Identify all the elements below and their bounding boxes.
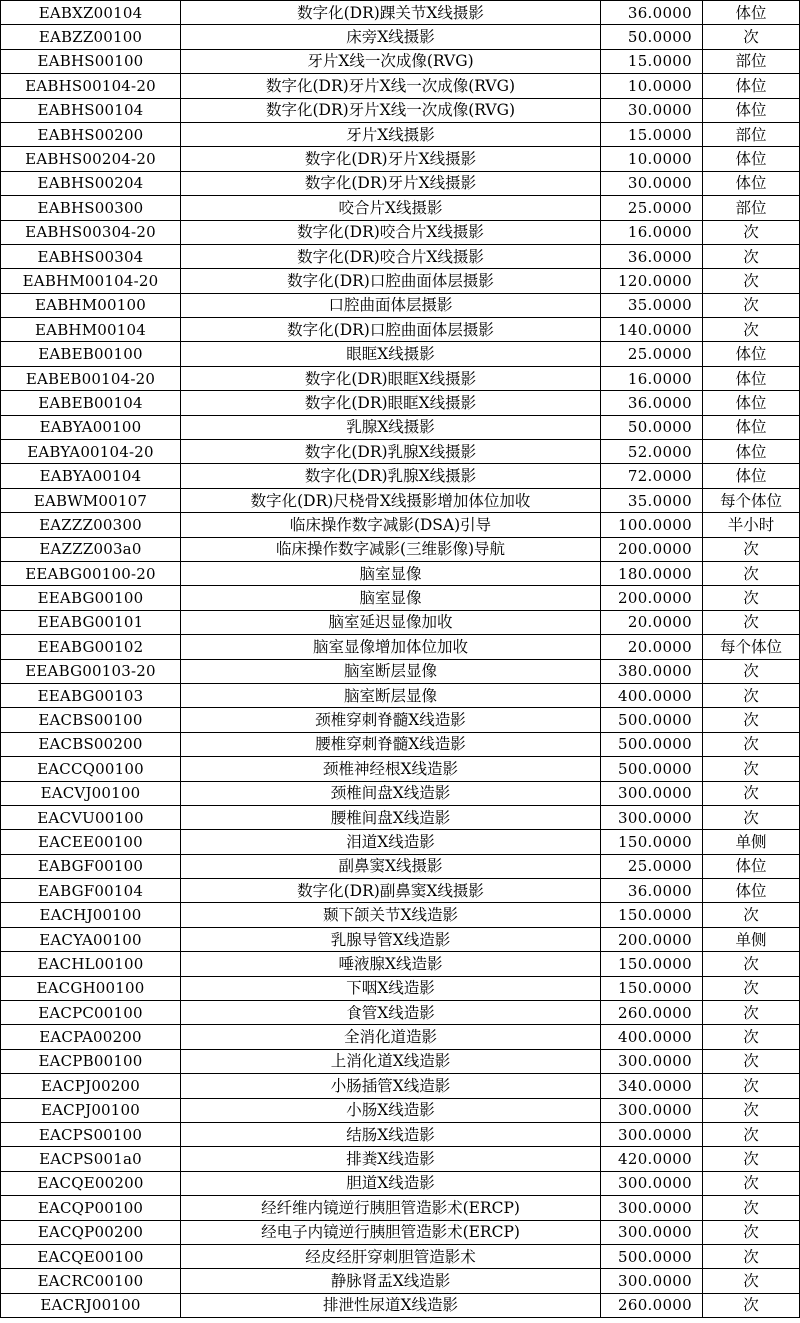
item-unit-cell: 次 bbox=[703, 757, 800, 781]
item-name-cell: 脑室断层显像 bbox=[181, 683, 601, 707]
table-row bbox=[1, 561, 800, 585]
item-name-cell: 临床操作数字减影(DSA)引导 bbox=[181, 513, 601, 537]
item-unit-cell: 次 bbox=[703, 683, 800, 707]
table-row bbox=[1, 1122, 800, 1146]
item-unit-cell: 次 bbox=[703, 659, 800, 683]
fee-table-body bbox=[1, 1, 800, 1318]
item-price-cell: 30.0000 bbox=[601, 171, 703, 195]
item-unit-cell: 次 bbox=[703, 903, 800, 927]
item-code-cell: EABEB00104 bbox=[1, 391, 181, 415]
item-name-cell: 数字化(DR)咬合片X线摄影 bbox=[181, 220, 601, 244]
item-unit-cell: 每个体位 bbox=[703, 635, 800, 659]
item-unit-cell: 次 bbox=[703, 1147, 800, 1171]
item-price-cell: 300.0000 bbox=[601, 1049, 703, 1073]
table-row bbox=[1, 1269, 800, 1293]
item-unit-cell: 次 bbox=[703, 1001, 800, 1025]
item-name-cell: 数字化(DR)咬合片X线摄影 bbox=[181, 244, 601, 268]
item-name-cell: 排泄性尿道X线造影 bbox=[181, 1293, 601, 1317]
table-row bbox=[1, 391, 800, 415]
table-row bbox=[1, 659, 800, 683]
item-name-cell: 下咽X线造影 bbox=[181, 976, 601, 1000]
table-row bbox=[1, 610, 800, 634]
item-price-cell: 25.0000 bbox=[601, 342, 703, 366]
item-code-cell: EACPS00100 bbox=[1, 1122, 181, 1146]
item-name-cell: 临床操作数字减影(三维影像)导航 bbox=[181, 537, 601, 561]
table-row bbox=[1, 879, 800, 903]
item-price-cell: 420.0000 bbox=[601, 1147, 703, 1171]
item-code-cell: EABHM00104-20 bbox=[1, 269, 181, 293]
item-name-cell: 脑室延迟显像加收 bbox=[181, 610, 601, 634]
item-unit-cell: 体位 bbox=[703, 391, 800, 415]
item-unit-cell: 单侧 bbox=[703, 927, 800, 951]
item-name-cell: 数字化(DR)眼眶X线摄影 bbox=[181, 391, 601, 415]
item-name-cell: 牙片X线摄影 bbox=[181, 122, 601, 146]
item-price-cell: 35.0000 bbox=[601, 488, 703, 512]
item-unit-cell: 次 bbox=[703, 537, 800, 561]
item-price-cell: 180.0000 bbox=[601, 561, 703, 585]
table-row bbox=[1, 635, 800, 659]
item-name-cell: 数字化(DR)乳腺X线摄影 bbox=[181, 440, 601, 464]
item-code-cell: EACPJ00200 bbox=[1, 1074, 181, 1098]
item-unit-cell: 次 bbox=[703, 805, 800, 829]
item-unit-cell: 次 bbox=[703, 708, 800, 732]
item-code-cell: EACPC00100 bbox=[1, 1001, 181, 1025]
item-unit-cell: 次 bbox=[703, 561, 800, 585]
item-unit-cell: 体位 bbox=[703, 147, 800, 171]
item-name-cell: 数字化(DR)踝关节X线摄影 bbox=[181, 1, 601, 25]
item-price-cell: 36.0000 bbox=[601, 391, 703, 415]
item-unit-cell: 次 bbox=[703, 318, 800, 342]
item-unit-cell: 体位 bbox=[703, 879, 800, 903]
item-name-cell: 数字化(DR)副鼻窦X线摄影 bbox=[181, 879, 601, 903]
table-row bbox=[1, 732, 800, 756]
item-unit-cell: 体位 bbox=[703, 171, 800, 195]
item-code-cell: EACQE00200 bbox=[1, 1171, 181, 1195]
table-row bbox=[1, 25, 800, 49]
item-name-cell: 经纤维内镜逆行胰胆管造影术(ERCP) bbox=[181, 1196, 601, 1220]
item-name-cell: 颞下颌关节X线造影 bbox=[181, 903, 601, 927]
item-name-cell: 乳腺导管X线造影 bbox=[181, 927, 601, 951]
table-row bbox=[1, 537, 800, 561]
item-name-cell: 食管X线造影 bbox=[181, 1001, 601, 1025]
item-name-cell: 咬合片X线摄影 bbox=[181, 196, 601, 220]
item-name-cell: 数字化(DR)眼眶X线摄影 bbox=[181, 366, 601, 390]
item-code-cell: EABYA00104-20 bbox=[1, 440, 181, 464]
item-name-cell: 胆道X线造影 bbox=[181, 1171, 601, 1195]
table-row bbox=[1, 952, 800, 976]
item-name-cell: 全消化道造影 bbox=[181, 1025, 601, 1049]
item-name-cell: 颈椎间盘X线造影 bbox=[181, 781, 601, 805]
item-name-cell: 腰椎穿刺脊髓X线造影 bbox=[181, 732, 601, 756]
table-row bbox=[1, 318, 800, 342]
item-name-cell: 数字化(DR)乳腺X线摄影 bbox=[181, 464, 601, 488]
item-name-cell: 经皮经肝穿刺胆管造影术 bbox=[181, 1244, 601, 1268]
table-row bbox=[1, 366, 800, 390]
item-code-cell: EACQP00200 bbox=[1, 1220, 181, 1244]
table-row bbox=[1, 927, 800, 951]
item-code-cell: EAZZZ003a0 bbox=[1, 537, 181, 561]
item-unit-cell: 部位 bbox=[703, 196, 800, 220]
item-code-cell: EEABG00100-20 bbox=[1, 561, 181, 585]
item-unit-cell: 体位 bbox=[703, 74, 800, 98]
item-price-cell: 10.0000 bbox=[601, 147, 703, 171]
item-price-cell: 50.0000 bbox=[601, 415, 703, 439]
item-name-cell: 排粪X线造影 bbox=[181, 1147, 601, 1171]
table-row bbox=[1, 1074, 800, 1098]
item-price-cell: 500.0000 bbox=[601, 708, 703, 732]
table-row bbox=[1, 171, 800, 195]
item-unit-cell: 次 bbox=[703, 976, 800, 1000]
item-name-cell: 泪道X线造影 bbox=[181, 830, 601, 854]
item-unit-cell: 体位 bbox=[703, 1, 800, 25]
item-price-cell: 140.0000 bbox=[601, 318, 703, 342]
table-row bbox=[1, 1293, 800, 1317]
item-code-cell: EABHS00204 bbox=[1, 171, 181, 195]
item-code-cell: EABEB00104-20 bbox=[1, 366, 181, 390]
table-row bbox=[1, 1098, 800, 1122]
item-name-cell: 颈椎神经根X线造影 bbox=[181, 757, 601, 781]
table-row bbox=[1, 830, 800, 854]
item-code-cell: EEABG00102 bbox=[1, 635, 181, 659]
table-row bbox=[1, 415, 800, 439]
item-code-cell: EABHS00204-20 bbox=[1, 147, 181, 171]
item-code-cell: EEABG00103-20 bbox=[1, 659, 181, 683]
table-row bbox=[1, 757, 800, 781]
item-code-cell: EABYA00100 bbox=[1, 415, 181, 439]
item-code-cell: EABHS00100 bbox=[1, 49, 181, 73]
item-code-cell: EACPJ00100 bbox=[1, 1098, 181, 1122]
table-row bbox=[1, 342, 800, 366]
item-price-cell: 200.0000 bbox=[601, 586, 703, 610]
item-price-cell: 150.0000 bbox=[601, 903, 703, 927]
item-price-cell: 380.0000 bbox=[601, 659, 703, 683]
item-name-cell: 副鼻窦X线摄影 bbox=[181, 854, 601, 878]
item-price-cell: 300.0000 bbox=[601, 1269, 703, 1293]
item-unit-cell: 部位 bbox=[703, 122, 800, 146]
table-row bbox=[1, 196, 800, 220]
item-code-cell: EAZZZ00300 bbox=[1, 513, 181, 537]
item-code-cell: EEABG00100 bbox=[1, 586, 181, 610]
item-price-cell: 20.0000 bbox=[601, 610, 703, 634]
item-unit-cell: 次 bbox=[703, 610, 800, 634]
item-code-cell: EEABG00103 bbox=[1, 683, 181, 707]
item-unit-cell: 次 bbox=[703, 1293, 800, 1317]
table-row bbox=[1, 1196, 800, 1220]
item-code-cell: EABHM00100 bbox=[1, 293, 181, 317]
item-code-cell: EACYA00100 bbox=[1, 927, 181, 951]
item-unit-cell: 次 bbox=[703, 25, 800, 49]
item-unit-cell: 体位 bbox=[703, 440, 800, 464]
item-price-cell: 15.0000 bbox=[601, 49, 703, 73]
item-price-cell: 200.0000 bbox=[601, 537, 703, 561]
item-name-cell: 数字化(DR)牙片X线摄影 bbox=[181, 147, 601, 171]
item-code-cell: EABGF00104 bbox=[1, 879, 181, 903]
item-unit-cell: 次 bbox=[703, 293, 800, 317]
item-code-cell: EACVU00100 bbox=[1, 805, 181, 829]
item-code-cell: EACPA00200 bbox=[1, 1025, 181, 1049]
item-price-cell: 500.0000 bbox=[601, 1244, 703, 1268]
item-code-cell: EABGF00100 bbox=[1, 854, 181, 878]
item-code-cell: EABEB00100 bbox=[1, 342, 181, 366]
item-unit-cell: 体位 bbox=[703, 98, 800, 122]
item-unit-cell: 次 bbox=[703, 220, 800, 244]
table-row bbox=[1, 1049, 800, 1073]
item-unit-cell: 半小时 bbox=[703, 513, 800, 537]
item-unit-cell: 体位 bbox=[703, 854, 800, 878]
table-row bbox=[1, 1, 800, 25]
item-name-cell: 唾液腺X线造影 bbox=[181, 952, 601, 976]
item-price-cell: 300.0000 bbox=[601, 1122, 703, 1146]
table-row bbox=[1, 586, 800, 610]
table-row bbox=[1, 683, 800, 707]
item-name-cell: 上消化道X线造影 bbox=[181, 1049, 601, 1073]
item-price-cell: 260.0000 bbox=[601, 1001, 703, 1025]
item-unit-cell: 次 bbox=[703, 586, 800, 610]
table-row bbox=[1, 122, 800, 146]
item-name-cell: 小肠插管X线造影 bbox=[181, 1074, 601, 1098]
item-code-cell: EACRJ00100 bbox=[1, 1293, 181, 1317]
table-row bbox=[1, 74, 800, 98]
item-unit-cell: 次 bbox=[703, 1171, 800, 1195]
item-unit-cell: 次 bbox=[703, 1122, 800, 1146]
item-code-cell: EABHS00300 bbox=[1, 196, 181, 220]
table-row bbox=[1, 244, 800, 268]
item-price-cell: 36.0000 bbox=[601, 244, 703, 268]
item-price-cell: 500.0000 bbox=[601, 732, 703, 756]
item-price-cell: 150.0000 bbox=[601, 976, 703, 1000]
item-name-cell: 数字化(DR)口腔曲面体层摄影 bbox=[181, 269, 601, 293]
table-row bbox=[1, 293, 800, 317]
item-name-cell: 腰椎间盘X线造影 bbox=[181, 805, 601, 829]
item-code-cell: EACBS00100 bbox=[1, 708, 181, 732]
item-price-cell: 16.0000 bbox=[601, 220, 703, 244]
item-name-cell: 数字化(DR)牙片X线摄影 bbox=[181, 171, 601, 195]
item-code-cell: EABYA00104 bbox=[1, 464, 181, 488]
item-unit-cell: 次 bbox=[703, 1244, 800, 1268]
item-unit-cell: 体位 bbox=[703, 464, 800, 488]
item-unit-cell: 次 bbox=[703, 1049, 800, 1073]
table-row bbox=[1, 488, 800, 512]
item-code-cell: EABHM00104 bbox=[1, 318, 181, 342]
item-price-cell: 16.0000 bbox=[601, 366, 703, 390]
item-name-cell: 脑室断层显像 bbox=[181, 659, 601, 683]
item-code-cell: EABXZ00104 bbox=[1, 1, 181, 25]
item-code-cell: EACGH00100 bbox=[1, 976, 181, 1000]
item-unit-cell: 部位 bbox=[703, 49, 800, 73]
table-row bbox=[1, 976, 800, 1000]
table-row bbox=[1, 1147, 800, 1171]
item-unit-cell: 次 bbox=[703, 1025, 800, 1049]
item-name-cell: 数字化(DR)牙片X线一次成像(RVG) bbox=[181, 98, 601, 122]
item-price-cell: 20.0000 bbox=[601, 635, 703, 659]
item-code-cell: EEABG00101 bbox=[1, 610, 181, 634]
item-code-cell: EACVJ00100 bbox=[1, 781, 181, 805]
table-row bbox=[1, 1171, 800, 1195]
item-unit-cell: 次 bbox=[703, 1269, 800, 1293]
table-row bbox=[1, 805, 800, 829]
item-name-cell: 乳腺X线摄影 bbox=[181, 415, 601, 439]
item-price-cell: 150.0000 bbox=[601, 952, 703, 976]
item-price-cell: 200.0000 bbox=[601, 927, 703, 951]
table-row bbox=[1, 464, 800, 488]
table-row bbox=[1, 903, 800, 927]
item-name-cell: 床旁X线摄影 bbox=[181, 25, 601, 49]
item-price-cell: 300.0000 bbox=[601, 1098, 703, 1122]
item-price-cell: 52.0000 bbox=[601, 440, 703, 464]
table-row bbox=[1, 1001, 800, 1025]
item-name-cell: 牙片X线一次成像(RVG) bbox=[181, 49, 601, 73]
item-price-cell: 25.0000 bbox=[601, 854, 703, 878]
item-price-cell: 400.0000 bbox=[601, 1025, 703, 1049]
table-row bbox=[1, 513, 800, 537]
item-price-cell: 300.0000 bbox=[601, 1220, 703, 1244]
item-code-cell: EACQE00100 bbox=[1, 1244, 181, 1268]
table-row bbox=[1, 98, 800, 122]
item-price-cell: 36.0000 bbox=[601, 1, 703, 25]
item-code-cell: EABHS00304 bbox=[1, 244, 181, 268]
table-row bbox=[1, 269, 800, 293]
item-price-cell: 340.0000 bbox=[601, 1074, 703, 1098]
item-unit-cell: 次 bbox=[703, 1074, 800, 1098]
item-unit-cell: 次 bbox=[703, 1220, 800, 1244]
item-price-cell: 10.0000 bbox=[601, 74, 703, 98]
item-code-cell: EACHJ00100 bbox=[1, 903, 181, 927]
item-name-cell: 口腔曲面体层摄影 bbox=[181, 293, 601, 317]
item-code-cell: EABHS00200 bbox=[1, 122, 181, 146]
item-unit-cell: 次 bbox=[703, 732, 800, 756]
item-code-cell: EACPS001a0 bbox=[1, 1147, 181, 1171]
item-price-cell: 30.0000 bbox=[601, 98, 703, 122]
table-row bbox=[1, 781, 800, 805]
item-unit-cell: 体位 bbox=[703, 366, 800, 390]
item-code-cell: EACRC00100 bbox=[1, 1269, 181, 1293]
item-price-cell: 72.0000 bbox=[601, 464, 703, 488]
item-name-cell: 经电子内镜逆行胰胆管造影术(ERCP) bbox=[181, 1220, 601, 1244]
item-code-cell: EABWM00107 bbox=[1, 488, 181, 512]
item-unit-cell: 单侧 bbox=[703, 830, 800, 854]
table-row bbox=[1, 147, 800, 171]
item-price-cell: 150.0000 bbox=[601, 830, 703, 854]
item-unit-cell: 次 bbox=[703, 269, 800, 293]
table-row bbox=[1, 49, 800, 73]
item-price-cell: 400.0000 bbox=[601, 683, 703, 707]
item-price-cell: 100.0000 bbox=[601, 513, 703, 537]
item-code-cell: EABHS00104 bbox=[1, 98, 181, 122]
item-price-cell: 50.0000 bbox=[601, 25, 703, 49]
table-row bbox=[1, 854, 800, 878]
table-row bbox=[1, 440, 800, 464]
item-price-cell: 25.0000 bbox=[601, 196, 703, 220]
item-price-cell: 36.0000 bbox=[601, 879, 703, 903]
item-name-cell: 脑室显像增加体位加收 bbox=[181, 635, 601, 659]
table-row bbox=[1, 1244, 800, 1268]
item-name-cell: 脑室显像 bbox=[181, 586, 601, 610]
item-unit-cell: 次 bbox=[703, 244, 800, 268]
item-name-cell: 数字化(DR)尺桡骨X线摄影增加体位加收 bbox=[181, 488, 601, 512]
table-row bbox=[1, 220, 800, 244]
table-row bbox=[1, 1025, 800, 1049]
item-name-cell: 脑室显像 bbox=[181, 561, 601, 585]
item-price-cell: 300.0000 bbox=[601, 1196, 703, 1220]
item-code-cell: EACHL00100 bbox=[1, 952, 181, 976]
item-unit-cell: 体位 bbox=[703, 415, 800, 439]
item-price-cell: 260.0000 bbox=[601, 1293, 703, 1317]
item-code-cell: EACBS00200 bbox=[1, 732, 181, 756]
item-code-cell: EACCQ00100 bbox=[1, 757, 181, 781]
item-price-cell: 120.0000 bbox=[601, 269, 703, 293]
table-row bbox=[1, 708, 800, 732]
item-unit-cell: 每个体位 bbox=[703, 488, 800, 512]
item-name-cell: 静脉肾盂X线造影 bbox=[181, 1269, 601, 1293]
item-code-cell: EABHS00304-20 bbox=[1, 220, 181, 244]
item-price-cell: 300.0000 bbox=[601, 1171, 703, 1195]
item-name-cell: 小肠X线造影 bbox=[181, 1098, 601, 1122]
item-name-cell: 数字化(DR)牙片X线一次成像(RVG) bbox=[181, 74, 601, 98]
item-code-cell: EACPB00100 bbox=[1, 1049, 181, 1073]
item-code-cell: EABHS00104-20 bbox=[1, 74, 181, 98]
item-name-cell: 眼眶X线摄影 bbox=[181, 342, 601, 366]
item-unit-cell: 次 bbox=[703, 781, 800, 805]
item-name-cell: 数字化(DR)口腔曲面体层摄影 bbox=[181, 318, 601, 342]
item-price-cell: 15.0000 bbox=[601, 122, 703, 146]
item-unit-cell: 次 bbox=[703, 1098, 800, 1122]
table-row bbox=[1, 1220, 800, 1244]
item-unit-cell: 次 bbox=[703, 1196, 800, 1220]
item-code-cell: EACQP00100 bbox=[1, 1196, 181, 1220]
item-price-cell: 500.0000 bbox=[601, 757, 703, 781]
item-price-cell: 35.0000 bbox=[601, 293, 703, 317]
item-name-cell: 颈椎穿刺脊髓X线造影 bbox=[181, 708, 601, 732]
item-name-cell: 结肠X线造影 bbox=[181, 1122, 601, 1146]
item-unit-cell: 次 bbox=[703, 952, 800, 976]
item-price-cell: 300.0000 bbox=[601, 781, 703, 805]
item-price-cell: 300.0000 bbox=[601, 805, 703, 829]
item-code-cell: EABZZ00100 bbox=[1, 25, 181, 49]
item-unit-cell: 体位 bbox=[703, 342, 800, 366]
item-code-cell: EACEE00100 bbox=[1, 830, 181, 854]
